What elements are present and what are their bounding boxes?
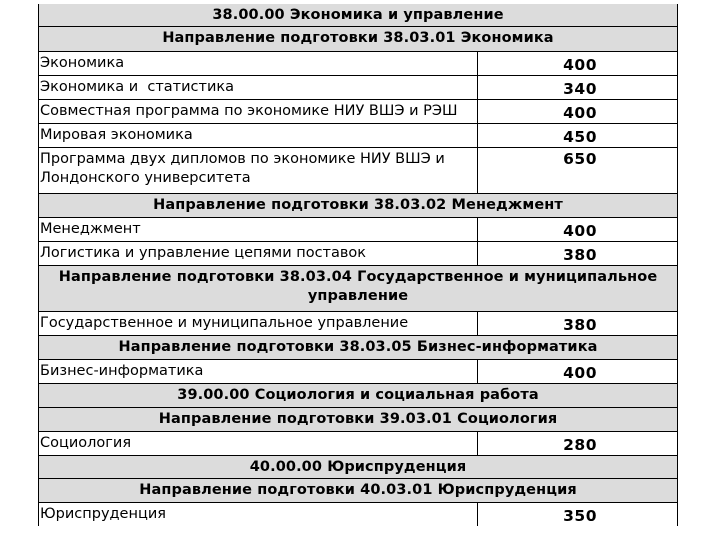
program-name: Программа двух дипломов по экономике НИУ ВШЭ и Лондонского университета xyxy=(40,151,450,186)
section-header-row xyxy=(39,266,677,312)
section-header-row xyxy=(39,384,677,408)
program-name: Бизнес-информатика xyxy=(40,363,204,379)
section-header-text: Направление подготовки 38.03.01 Экономика xyxy=(162,30,554,46)
program-name: Логистика и управление цепями поставок xyxy=(40,245,367,261)
section-header-text: Направление подготовки 38.03.02 Менеджмент xyxy=(153,197,563,213)
passing-score: 400 xyxy=(563,56,597,74)
passing-score: 400 xyxy=(563,222,597,240)
program-row xyxy=(39,52,677,76)
section-header-text: 39.00.00 Социология и социальная работа xyxy=(177,387,539,403)
section-header-text: Направление подготовки 39.03.01 Социология xyxy=(158,411,558,427)
program-row xyxy=(39,312,677,336)
column-divider xyxy=(477,312,478,335)
program-name: Экономика xyxy=(40,55,125,71)
passing-score: 400 xyxy=(563,104,597,122)
section-header-text: Направление подготовки 40.03.01 Юриспруденция xyxy=(139,482,577,498)
section-header-row xyxy=(39,27,677,52)
program-row xyxy=(39,124,677,148)
passing-score: 350 xyxy=(563,507,597,525)
program-row xyxy=(39,242,677,266)
column-divider xyxy=(477,360,478,383)
section-header-row xyxy=(39,336,677,360)
column-divider xyxy=(477,218,478,241)
column-divider xyxy=(477,148,478,193)
program-name: Мировая экономика xyxy=(40,127,193,143)
program-name: Экономика и статистика xyxy=(40,79,235,95)
program-name: Государственное и муниципальное управление xyxy=(40,315,409,331)
section-header-row xyxy=(39,456,677,479)
section-header-text: Направление подготовки 38.03.04 Государственное и муниципальное управление xyxy=(58,269,658,304)
column-divider xyxy=(477,100,478,123)
program-row xyxy=(39,360,677,384)
program-row xyxy=(39,148,677,194)
program-name: Совместная программа по экономике НИУ ВШЭ и РЭШ xyxy=(40,103,458,119)
passing-score: 650 xyxy=(563,150,597,168)
program-name: Социология xyxy=(40,435,132,451)
program-name: Менеджмент xyxy=(40,221,141,237)
passing-score: 450 xyxy=(563,128,597,146)
section-header-text: 40.00.00 Юриспруденция xyxy=(249,459,467,475)
admission-score-table xyxy=(38,4,678,526)
program-row xyxy=(39,432,677,456)
column-divider xyxy=(477,52,478,75)
program-row xyxy=(39,100,677,124)
passing-score: 380 xyxy=(563,316,597,334)
passing-score: 380 xyxy=(563,246,597,264)
program-row xyxy=(39,218,677,242)
section-header-row xyxy=(39,408,677,432)
passing-score: 340 xyxy=(563,80,597,98)
section-header-row xyxy=(39,479,677,503)
section-header-row xyxy=(39,4,677,27)
column-divider xyxy=(477,124,478,147)
column-divider xyxy=(477,503,478,526)
column-divider xyxy=(477,242,478,265)
program-name: Юриспруденция xyxy=(40,506,166,522)
passing-score: 280 xyxy=(563,436,597,454)
column-divider xyxy=(477,76,478,99)
section-header-row xyxy=(39,194,677,218)
column-divider xyxy=(477,432,478,455)
program-row xyxy=(39,76,677,100)
section-header-text: 38.00.00 Экономика и управление xyxy=(212,7,504,23)
passing-score: 400 xyxy=(563,364,597,382)
section-header-text: Направление подготовки 38.03.05 Бизнес-информатика xyxy=(118,339,598,355)
table-body xyxy=(39,4,677,526)
program-row xyxy=(39,503,677,526)
